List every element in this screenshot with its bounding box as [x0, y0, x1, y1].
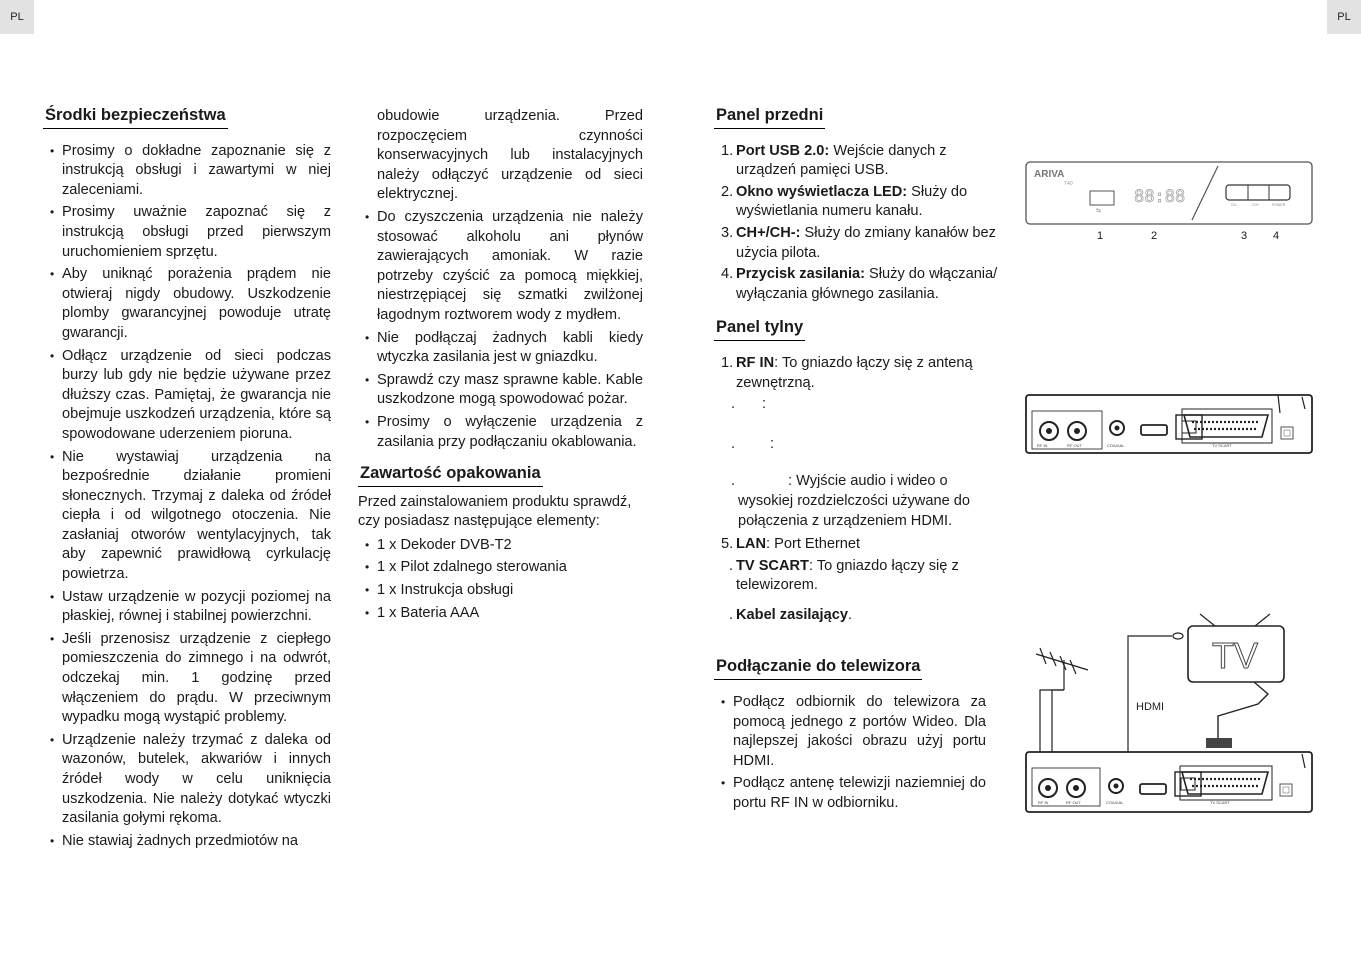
rf-out-pin	[1074, 428, 1080, 434]
item-text: Służy do włączania/ wyłączania głównego zasilania.	[736, 266, 998, 302]
tv-connection-heading: Podłączanie do telewizora	[714, 657, 922, 680]
item-number: 3.	[721, 224, 734, 241]
rf-in-label: RF IN	[1037, 443, 1048, 448]
rf-out-label: RF OUT	[1067, 443, 1082, 448]
item-number: .	[731, 473, 736, 490]
item-number: 4.	[721, 266, 734, 283]
model-label: T40	[1064, 181, 1073, 187]
rear-panel-item	[714, 435, 1000, 455]
rear-panel-item	[714, 472, 1000, 531]
rf-out-pin	[1073, 785, 1079, 791]
item-number: 2.	[721, 183, 734, 200]
scart-plug	[1206, 738, 1232, 748]
safety-item: • Prosimy uważnie zapoznać się z instrukcją obsługi przed pierwszym uruchomieniem sprzętu.	[43, 203, 331, 262]
item-label: LAN	[736, 536, 766, 553]
safety-item: • Odłącz urządzenie od sieci podczas burzy lub gdy nie będzie używane przez dłuższy czas. Pamiętaj, że gwarancja nie obejmuje uszkodzeń urządzenia, które są spowodowane uderzeniem pioruna.	[43, 347, 331, 445]
rf-in-pin	[1046, 428, 1052, 434]
front-panel-item	[714, 265, 1000, 304]
front-panel-heading: Panel przedni	[714, 106, 825, 129]
safety-item: • Jeśli przenosisz urządzenie z ciepłego pomieszczenia do zimnego i na odwrót, odczekaj min. 1 godzinę przed włączeniem do prądu. W przeciwnym wypadku mogą wystąpić problemy.	[43, 630, 331, 728]
safety-item: • Do czyszczenia urządzenia nie należy stosować alkoholu ani płynów zawierających amoniak. W razie potrzeby czyścić za pomocą miękkiej, niestrzępiącej się szmatki zwilżonej łagodnym roztworem wody z mydłem.	[358, 208, 643, 326]
tv-connection-item: • Podłącz antenę telewizji naziemniej do portu RF IN w odbiorniku.	[714, 774, 986, 813]
hdmi-label: HDMI	[1136, 701, 1165, 713]
button-label: CH-	[1231, 203, 1238, 207]
item-text: : To gniazdo łączy się z anteną zewnętrzną.	[736, 354, 973, 391]
item-label: Port USB 2.0:	[736, 142, 830, 159]
item-label: Okno wyświetlacza LED:	[736, 183, 908, 200]
callout-1: 1	[1097, 230, 1104, 242]
rear-panel-item	[714, 354, 1000, 393]
tv-label: TV	[1212, 635, 1259, 676]
safety-continued-column	[358, 107, 643, 626]
item-number: 1.	[721, 142, 734, 159]
item-label: CH+/CH-:	[736, 224, 801, 241]
item-label: TV SCART	[736, 557, 809, 574]
rf-out-label: RF OUT	[1066, 800, 1081, 805]
rear-panel-list	[714, 354, 1000, 626]
usb-icon: ⇆	[1096, 208, 1102, 214]
contents-item: • 1 x Pilot zdalnego sterowania	[358, 558, 643, 578]
callout-2: 2	[1151, 230, 1158, 242]
button-label: CH+	[1252, 203, 1260, 207]
item-text: : To gniazdo łączy się z telewizorem.	[736, 557, 959, 594]
front-panel-illustration	[1024, 160, 1316, 230]
rf-in-pin	[1045, 785, 1051, 791]
item-text: :	[770, 435, 775, 452]
item-text: .	[847, 606, 853, 623]
button-label: POWER	[1272, 203, 1286, 207]
item-label: RF IN	[736, 354, 775, 371]
contents-item: • 1 x Instrukcja obsługi	[358, 581, 643, 601]
contents-item: • 1 x Bateria AAA	[358, 604, 643, 624]
scart-label: TV SCART	[1210, 800, 1230, 805]
safety-item: • Nie podłączaj żadnych kabli kiedy wtyczka zasilania jest w gniazdku.	[358, 329, 643, 368]
item-number: .	[729, 557, 734, 574]
safety-item: • Urządzenie należy trzymać z daleka od wazonów, butelek, akwariów i innych źródeł wody w celu uniknięcia uszkodzenia. Nie należy dotykać wtyczki zasilania gołymi rękoma.	[43, 731, 331, 829]
callout-4: 4	[1273, 230, 1280, 242]
contents-item: • 1 x Dekoder DVB-T2	[358, 536, 643, 556]
rf-in-label: RF IN	[1038, 800, 1049, 805]
item-label: Kabel zasilający	[736, 606, 848, 623]
brand-logo: ARIVA	[1034, 169, 1065, 180]
tv-connection-item: • Podłącz odbiornik do telewizora za pomocą jednego z portów Wideo. Dla najlepszej jakości obrazu użyj portu HDMI.	[714, 693, 986, 771]
scart-label: TV SCART	[1212, 443, 1232, 448]
rear-panel-item	[714, 395, 1000, 415]
safety-item: • Nie wystawiaj urządzenia na bezpośrednie działanie promieni słonecznych. Trzymaj z daleka od źródeł ciepła i od wilgotnego otoczenia. Nie zasłaniaj otworów wentylacyjnych, tak aby zapewnić prawidłową cyrkulację powietrza.	[43, 448, 331, 585]
antenna-icon	[1036, 648, 1088, 756]
tv-connection-list	[714, 693, 986, 814]
safety-heading: Środki bezpieczeństwa	[43, 106, 228, 129]
panels-column	[714, 106, 1000, 817]
hdmi-cable	[1128, 636, 1172, 756]
safety-item: • Aby uniknąć porażenia prądem nie otwieraj nigdy obudowy. Uszkodzenie plomby gwarancyjnej powoduje utratę gwarancji.	[43, 265, 331, 343]
contents-intro: Przed zainstalowaniem produktu sprawdź, czy posiadasz następujące elementy:	[358, 493, 632, 530]
item-number: 5.	[721, 536, 734, 553]
safety-item: • Ustaw urządzenie w pozycji poziomej na płaskiej, równej i stabilnej powierzchni.	[43, 588, 331, 627]
safety-list-continued	[358, 208, 643, 452]
rear-panel-heading: Panel tylny	[714, 318, 805, 341]
rear-panel-item	[714, 557, 1000, 596]
coaxial-label: COAXIAL	[1106, 800, 1124, 805]
coaxial-pin	[1115, 426, 1120, 431]
coaxial-pin	[1114, 784, 1119, 789]
callout-3: 3	[1241, 230, 1248, 242]
safety-list	[43, 142, 331, 852]
item-number: .	[729, 606, 734, 623]
contents-list	[358, 536, 643, 623]
item-number: 1.	[721, 354, 734, 371]
front-panel-item	[714, 142, 1000, 181]
hdmi-plug	[1173, 633, 1183, 639]
item-text: Służy do wyświetlania numeru kanału.	[736, 183, 968, 220]
item-number: .	[731, 435, 736, 452]
safety-column	[43, 106, 331, 854]
safety-item: • Prosimy o dokładne zapoznanie się z instrukcją obsługi i zawartymi w niej zaleceniami.	[43, 142, 331, 201]
tv-connection-diagram	[1022, 608, 1322, 816]
item-number: .	[731, 396, 736, 413]
item-label: Przycisk zasilania:	[736, 266, 865, 283]
safety-continued-text: obudowie urządzenia. Przed rozpoczęciem czynności konserwacyjnych lub instalacyjnych należy odłączyć urządzenie od sieci elektrycznej.	[377, 108, 643, 203]
item-text: Wejście danych z urządzeń pamięci USB.	[736, 142, 947, 179]
language-tab-right: PL	[1327, 0, 1361, 34]
item-text: :	[762, 396, 767, 413]
item-text: : Wyjście audio i wideo o wysokiej rozdzielczości używane do połączenia z urządzeniem HDMI.	[738, 473, 970, 529]
safety-item: • Sprawdź czy masz sprawne kable. Kable uszkodzone mogą spowodować pożar.	[358, 371, 643, 410]
front-panel-item	[714, 224, 1000, 263]
front-panel-list	[714, 142, 1000, 305]
item-text: : Port Ethernet	[766, 536, 861, 553]
rear-panel-illustration	[1024, 393, 1316, 457]
led-display: 88:88	[1134, 187, 1186, 207]
language-tab-left: PL	[0, 0, 34, 34]
coaxial-label: COAXIAL	[1107, 443, 1125, 448]
rear-panel-item	[714, 535, 1000, 555]
item-text: Służy do zmiany kanałów bez użycia pilota.	[736, 224, 996, 261]
contents-heading: Zawartość opakowania	[358, 464, 543, 487]
safety-item: • Prosimy o wyłączenie urządzenia z zasilania przy podłączaniu okablowania.	[358, 413, 643, 452]
front-panel-item	[714, 183, 1000, 222]
rear-panel-item	[714, 606, 1000, 626]
safety-item: • Nie stawiaj żadnych przedmiotów na	[43, 832, 331, 852]
